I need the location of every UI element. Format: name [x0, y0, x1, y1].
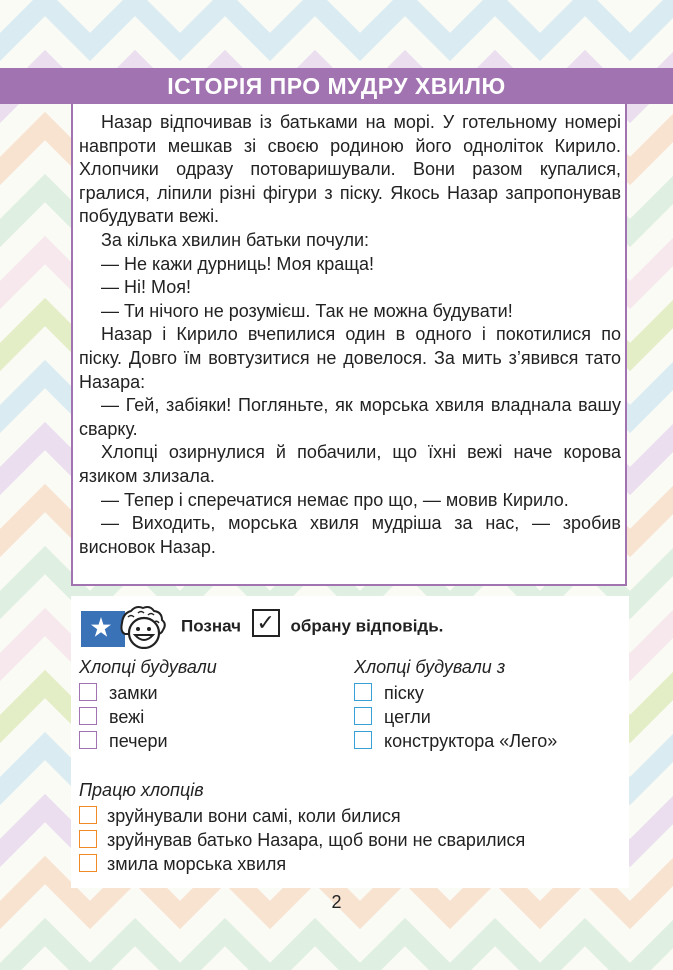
- question-3: [79, 779, 525, 876]
- answer-checkbox[interactable]: [354, 683, 372, 701]
- question-2: [354, 656, 557, 753]
- story-paragraph: Назар і Кирило вчепилися один в одного і покотилися по піску. Довго їм вовтузитися не довелося. За мить з’явився тато Назара:: [79, 324, 621, 392]
- answer-option[interactable]: [79, 852, 525, 876]
- question-1: [79, 656, 217, 753]
- page-number: 2: [331, 892, 342, 912]
- answer-checkbox[interactable]: [79, 683, 97, 701]
- story-paragraph: Назар відпочивав із батьками на морі. У готельному номері навпроти мешкав зі своєю родиною його одноліток Кирило. Хлопчики одразу потоваришували. Вони разом купалися, гралися, ліпили різні фігури з піску. Якось Назар запропонував побудувати вежі.: [79, 112, 621, 227]
- answer-checkbox[interactable]: [79, 830, 97, 848]
- story-paragraph: Хлопці озирнулися й побачили, що їхні вежі наче корова язиком злизала.: [79, 442, 621, 486]
- page-title: ІСТОРІЯ ПРО МУДРУ ХВИЛЮ: [167, 73, 506, 99]
- star-and-smiling-boy-icon: [80, 605, 170, 649]
- story-paragraph: — Ти нічого не розумієш. Так не можна будувати!: [101, 300, 513, 321]
- option-label: зруйнували вони самі, коли билися: [107, 806, 401, 826]
- answer-option[interactable]: [354, 681, 557, 705]
- instruction-after: обрану відповідь.: [290, 616, 444, 636]
- story-text: [79, 111, 621, 559]
- story-paragraph: — Виходить, морська хвиля мудріша за нас, — зробив висновок Назар.: [79, 513, 621, 557]
- option-label: печери: [109, 731, 168, 751]
- question-title: Працю хлопців: [79, 780, 204, 800]
- chevron-stripe: [0, 2, 673, 47]
- answer-checkbox[interactable]: [79, 854, 97, 872]
- answer-option[interactable]: [79, 729, 217, 753]
- story-paragraph: — Не кажи дурниць! Моя краща!: [101, 253, 375, 274]
- answer-option[interactable]: [79, 828, 525, 852]
- answer-checkbox[interactable]: [354, 731, 372, 749]
- answer-option[interactable]: [354, 705, 557, 729]
- task-instruction: [181, 610, 444, 641]
- answer-checkbox[interactable]: [79, 731, 97, 749]
- story-paragraph: — Тепер і сперечатися немає про що, — мовив Кирило.: [101, 489, 569, 510]
- chevron-stripe: [0, 932, 673, 970]
- task-header: [80, 599, 620, 649]
- story-paragraph: — Ні! Моя!: [101, 277, 191, 298]
- answer-option[interactable]: [79, 705, 217, 729]
- instruction-before: Познач: [181, 616, 241, 636]
- option-label: зруйнував батько Назара, щоб вони не сварилися: [107, 830, 526, 850]
- answer-option[interactable]: [79, 681, 217, 705]
- answer-checkbox[interactable]: [79, 806, 97, 824]
- option-label: змила морська хвиля: [107, 854, 287, 874]
- question-title: Хлопці будували з: [354, 657, 506, 677]
- option-label: піску: [384, 683, 424, 703]
- option-label: вежі: [109, 707, 145, 727]
- question-title: Хлопці будували: [79, 657, 217, 677]
- answer-checkbox[interactable]: [354, 707, 372, 725]
- option-label: замки: [109, 683, 158, 703]
- answer-option[interactable]: [79, 804, 525, 828]
- option-label: цегли: [384, 707, 431, 727]
- option-label: конструктора «Лего»: [384, 731, 558, 751]
- answer-option[interactable]: [354, 729, 557, 753]
- check-mark-icon: [252, 609, 280, 637]
- story-paragraph: — Гей, забіяки! Погляньте, як морська хвиля владнала вашу сварку.: [79, 395, 621, 439]
- answer-checkbox[interactable]: [79, 707, 97, 725]
- story-paragraph: За кілька хвилин батьки почули:: [101, 229, 370, 250]
- check-mark-glyph: ✓: [256, 610, 275, 635]
